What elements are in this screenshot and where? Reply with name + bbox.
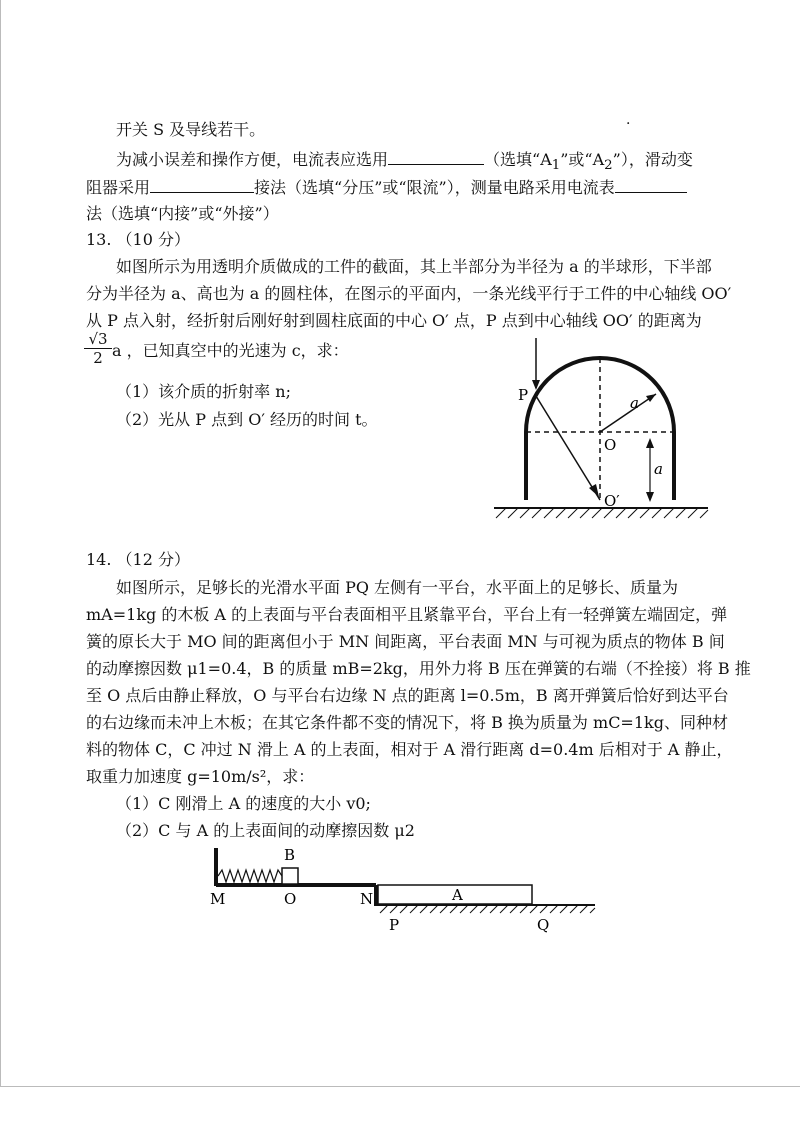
q12-text: 接法（选填“分压”或“限流”），测量电路采用电流表 bbox=[254, 178, 615, 197]
answer-blank-rheostat[interactable] bbox=[150, 174, 254, 193]
q13-para-2: 分为半径为 a、高也为 a 的圆柱体，在图示的平面内，一条光线平行于工件的中心轴线 OO′ bbox=[86, 284, 732, 303]
label-O: O bbox=[604, 436, 617, 454]
q14-para-1: 如图所示，足够长的光滑水平面 PQ 左侧有一平台，水平面上的足够长、质量为 bbox=[116, 578, 679, 597]
q12-text: 为减小误差和操作方便，电流表应选用 bbox=[116, 150, 389, 169]
q12-text: ”），滑动变 bbox=[612, 150, 693, 169]
q13-para-4: a ，已知真空中的光速为 c，求： bbox=[112, 341, 349, 360]
refracted-ray bbox=[536, 396, 600, 500]
fraction-sqrt3-over-2 bbox=[84, 330, 112, 367]
q14-para-7: 料的物体 C，C 冲过 N 滑上 A 的上表面，相对于 A 滑行距离 d=0.4m 后相对于 A 静止， bbox=[86, 740, 733, 759]
q12-line-1: 开关 S 及导线若干。 bbox=[116, 120, 266, 139]
label-Q: Q bbox=[537, 916, 550, 934]
radius-line bbox=[600, 394, 656, 432]
page-border-left bbox=[0, 0, 1, 1086]
label-radius-a: a bbox=[630, 394, 639, 412]
label-B: B bbox=[284, 846, 296, 864]
q14-para-5: 至 O 点后由静止释放，O 与平台右边缘 N 点的距离 l=0.5m，B 离开弹簧后恰好到达平台 bbox=[86, 686, 729, 705]
q14-question-1: （1）C 刚滑上 A 的速度的大小 v0; bbox=[116, 794, 371, 813]
label-A: A bbox=[452, 886, 463, 904]
ground-hatching bbox=[496, 508, 708, 518]
label-M: M bbox=[210, 890, 226, 908]
radius-arrowhead bbox=[646, 394, 656, 402]
label-height-a: a bbox=[654, 460, 663, 478]
q13-figure bbox=[480, 330, 720, 530]
label-P: P bbox=[518, 386, 529, 404]
fraction-denominator: 2 bbox=[93, 349, 103, 367]
stray-dot: · bbox=[626, 116, 631, 132]
q13-para-1: 如图所示为用透明介质做成的工件的截面，其上半部分为半径为 a 的半球形，下半部 bbox=[116, 257, 712, 276]
q13-heading: 13. （10 分） bbox=[86, 230, 190, 249]
q12-text: （选填“A bbox=[484, 150, 552, 169]
subscript: 2 bbox=[604, 158, 613, 174]
page-border-bottom bbox=[0, 1086, 800, 1087]
q14-heading: 14. （12 分） bbox=[86, 550, 190, 569]
label-P: P bbox=[389, 916, 400, 934]
height-arrow-up bbox=[646, 438, 654, 448]
q12-line-4: 法（选填“内接”或“外接”） bbox=[86, 204, 279, 223]
ground-hatching bbox=[380, 905, 595, 913]
q14-para-6: 的右边缘而未冲上木板；在其它条件都不变的情况下，将 B 换为质量为 mC=1kg、同种材 bbox=[86, 713, 728, 732]
q14-figure bbox=[200, 842, 620, 942]
q14-para-3: 簧的原长大于 MO 间的距离但小于 MN 间距离，平台表面 MN 与可视为质点的物体 B 间 bbox=[86, 632, 725, 651]
q12-text: ”或“A bbox=[560, 150, 605, 169]
label-O-prime: O′ bbox=[604, 492, 620, 510]
q14-para-2: mA=1kg 的木板 A 的上表面与平台表面相平且紧靠平台，平台上有一轻弹簧左端固定，弹 bbox=[86, 605, 728, 624]
answer-blank-ammeter-connection[interactable] bbox=[615, 174, 687, 193]
q13-para-3: 从 P 点入射，经折射后刚好射到圆柱底面的中心 O′ 点，P 点到中心轴线 OO′ 的距离为 bbox=[86, 311, 702, 330]
label-N: N bbox=[360, 890, 374, 908]
spring bbox=[218, 870, 282, 882]
answer-blank-ammeter[interactable] bbox=[388, 146, 484, 165]
q14-para-4: 的动摩擦因数 μ1=0.4，B 的质量 mB=2kg，用外力将 B 压在弹簧的右端（不拴接）将 B 推 bbox=[86, 659, 751, 678]
q13-question-1: （1）该介质的折射率 n; bbox=[116, 382, 291, 401]
subscript: 1 bbox=[551, 158, 561, 174]
fraction-numerator: √3 bbox=[84, 330, 112, 349]
q14-para-8: 取重力加速度 g=10m/s²，求： bbox=[86, 767, 315, 786]
q12-line-3 bbox=[86, 174, 726, 200]
q12-text: 阻器采用 bbox=[86, 178, 151, 197]
height-arrow-down bbox=[646, 492, 654, 502]
label-O: O bbox=[284, 890, 297, 908]
q13-question-2: （2）光从 P 点到 O′ 经历的时间 t。 bbox=[116, 410, 378, 429]
q14-question-2: （2）C 与 A 的上表面间的动摩擦因数 μ2 bbox=[116, 821, 415, 840]
block-B bbox=[282, 868, 298, 884]
